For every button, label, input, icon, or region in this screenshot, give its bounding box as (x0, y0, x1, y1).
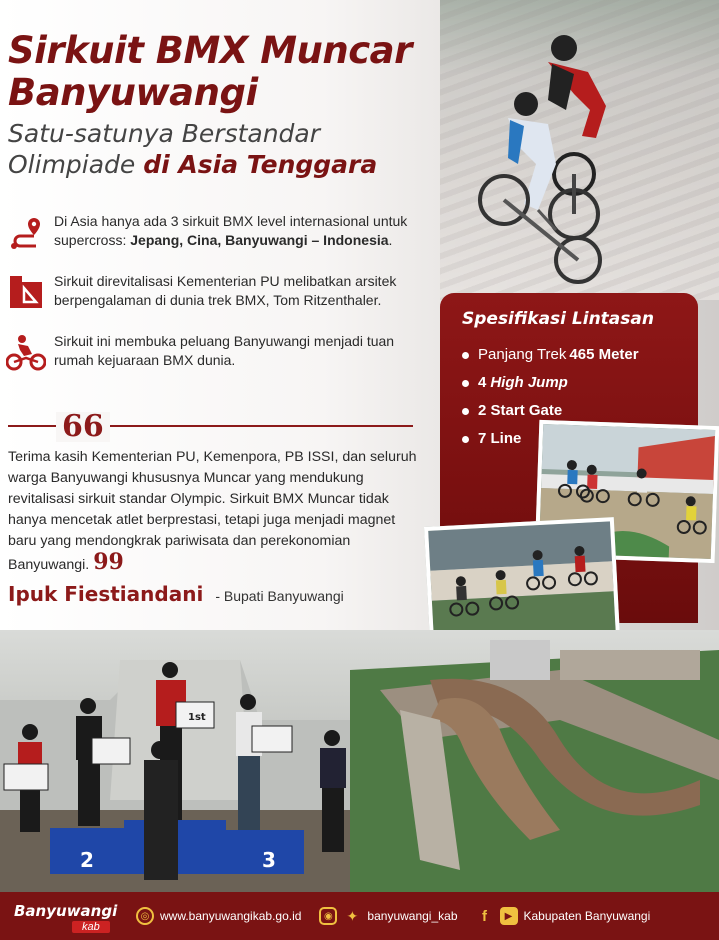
bmx-riders-image (478, 14, 648, 284)
point-text: Sirkuit direvitalisasi Kementerian PU melibatkan arsitek berpengalaman di dunia trek BMX, Tom Ritzenthaler. (54, 273, 397, 308)
spec-item: 2 Start Gate (462, 397, 639, 425)
page-title: Sirkuit BMX Muncar Banyuwangi (8, 29, 412, 114)
instagram-icon: ◉ (319, 907, 337, 925)
bullet-icon (462, 408, 469, 415)
spec-title: Spesifikasi Lintasan (462, 309, 654, 329)
quote-open-mark: 66 (56, 412, 110, 442)
point-item (6, 212, 426, 252)
spec-item: 4 High Jump (462, 369, 639, 397)
author-name: Ipuk Fiestiandani (8, 582, 204, 606)
podium-place-1: 1st (188, 712, 206, 723)
point-item (6, 272, 426, 312)
point-text: Sirkuit ini membuka peluang Banyuwangi menjadi tuan rumah kejuaraan BMX dunia. (54, 333, 395, 368)
quote-author (8, 582, 344, 606)
podium-place-2: 2 (80, 848, 94, 872)
spec-item: 7 Line (462, 425, 639, 453)
bullet-icon (462, 380, 469, 387)
footer-website[interactable]: ◎ www.banyuwangikab.go.id (136, 907, 301, 925)
blueprint-icon (6, 272, 46, 312)
bmx-rider-icon (6, 332, 46, 372)
banyuwangi-logo: Banyuwangi kab (14, 902, 118, 933)
point-text: Di Asia hanya ada 3 sirkuit BMX level internasional untuk supercross: Jepang, Cina, Banyuwangi – Indonesia. (54, 213, 408, 248)
facebook-icon: f (482, 907, 487, 925)
youtube-icon: ▶ (500, 907, 518, 925)
author-role: - Bupati Banyuwangi (215, 588, 344, 604)
globe-icon: ◎ (136, 907, 154, 925)
footer-bar (0, 892, 719, 940)
bullet-icon (462, 436, 469, 443)
race-photo-2 (424, 517, 620, 647)
footer-channel[interactable]: f ▶ Kabupaten Banyuwangi (476, 907, 651, 925)
point-item (6, 332, 426, 372)
bottom-photo-collage (0, 630, 719, 892)
twitter-icon: ✦ (346, 907, 359, 924)
route-icon (6, 212, 46, 252)
page-subtitle: Satu-satunya Berstandar Olimpiade di Asia Tenggara (8, 119, 378, 179)
spec-item: Panjang Trek 465 Meter (462, 341, 639, 369)
quote-text: Terima kasih Kementerian PU, Kemenpora, PB ISSI, dan seluruh warga Banyuwangi khususnya Muncar yang mendukung revitalisasi sirkuit standar Olympic. Sirkuit BMX Muncar tidak hanya mencetak atlet berprestasi, tetapi juga menjadi magnet baru yang mendongkrak pariwisata dan perekonomian Banyuwangi. 99 (8, 449, 417, 575)
podium-place-3: 3 (262, 848, 276, 872)
quote-close-mark: 99 (93, 549, 124, 575)
footer-social[interactable]: ◉ ✦ banyuwangi_kab (319, 907, 457, 925)
bullet-icon (462, 352, 469, 359)
key-points (6, 212, 426, 392)
